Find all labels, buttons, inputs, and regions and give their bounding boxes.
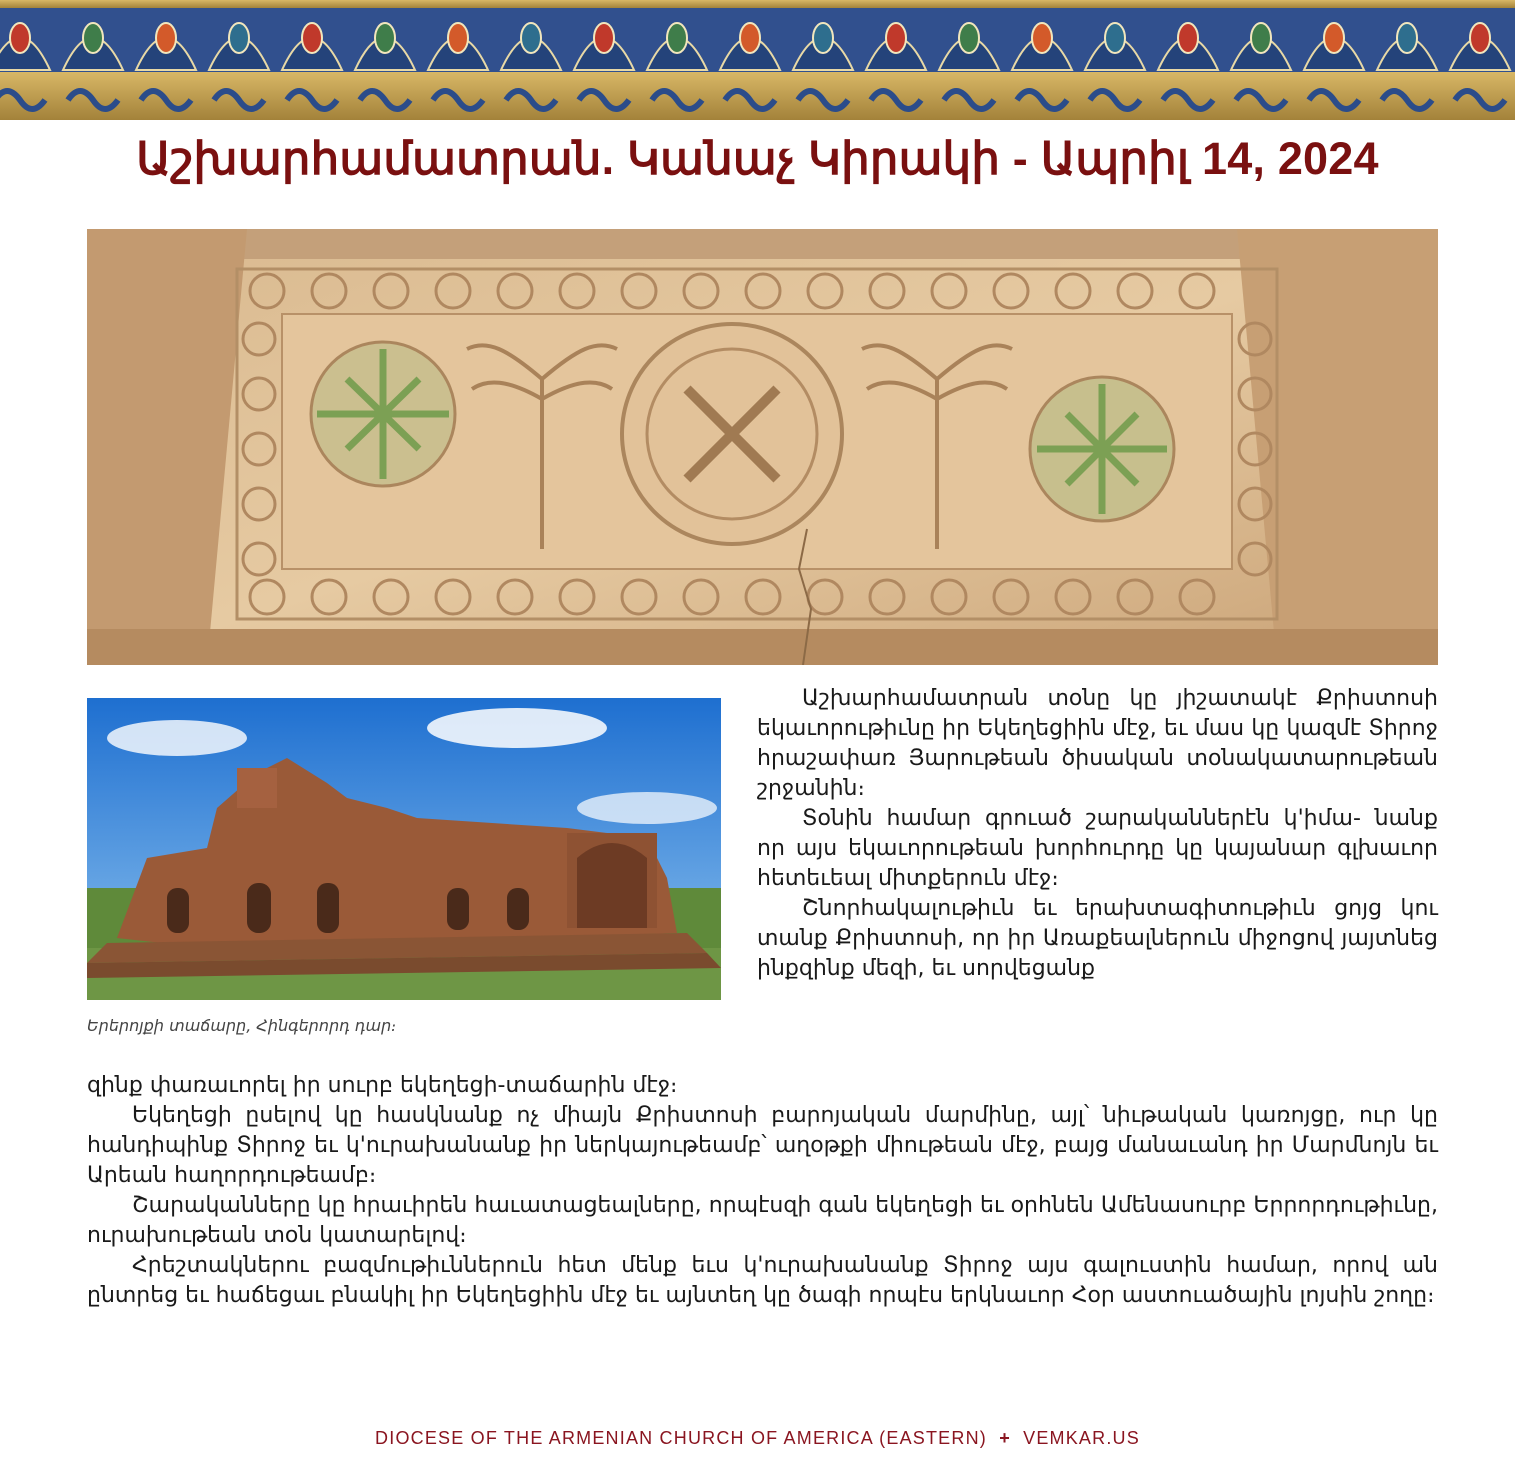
carved-stone-relief-image (87, 229, 1438, 665)
article-text-full (87, 1071, 1438, 1311)
footer-website-link[interactable]: VEMKAR.US (1023, 1428, 1140, 1448)
cathedral-image (87, 698, 721, 1000)
footer (0, 1428, 1515, 1449)
illuminated-ornament-border-icon (0, 0, 1515, 120)
paragraph: Տօնին համար գրուած շարականներէն կ'իմա- նանք որ այս եկաւորութեան խորհուրդը կը կայանար գլխաւոր հետեւեալ միտքերուն մէջ։ (757, 806, 1438, 891)
paragraph: Աշխարհամատրան տօնը կը յիշատակէ Քրիստոսի եկաւորութիւնը իր Եկեղեցիին մէջ, եւ մաս կը կազմէ Տիրոջ հրաշափառ Յարութեան ծիսական տօնակատարութեան շրջանին։ (757, 686, 1438, 801)
page-title: Աշխարհամատրան. Կանաչ Կիրակի - Ապրիլ 14, 2024 (136, 133, 1379, 184)
paragraph: Հրեշտակներու բազմութիւններուն հետ մենք եւս կ'ուրախանանք Տիրոջ այս գալուստին համար, որով ան ընտրեց եւ հաճեցաւ բնակիլ իր Եկեղեցիին մէջ եւ այնտեղ կը ծագի որպէս երկնաւոր Հօր աստուածային լոյսին շողը։ (87, 1253, 1438, 1308)
cross-separator-icon: + (999, 1428, 1011, 1448)
footer-diocese: DIOCESE OF THE ARMENIAN CHURCH OF AMERICA (EASTERN) (375, 1428, 987, 1448)
article-text-column (757, 684, 1438, 984)
carved-stone-relief-photo-icon (87, 229, 1438, 665)
paragraph: Շնորհակալութիւն եւ երախտագիտութիւն ցոյց կու տանք Քրիստոսի, որ իր Առաքեալներուն միջոցով յայտնեց ինքզինք մեզի, եւ սորվեցանք (757, 896, 1438, 981)
paragraph: Եկեղեցի ըսելով կը հասկնանք ոչ միայն Քրիստոսի բարոյական մարմինը, այլ՝ նիւթական կառոյցը, ուր կը հանդիպինք Տիրոջ եւ կ'ուրախանանք իր ներկայութեամբ՝ աղօթքի միութեան մէջ, բայց մանաւանդ իր Մարմնոյն եւ Արեան հաղորդութեամբ։ (87, 1103, 1438, 1188)
ornament-banner (0, 0, 1515, 120)
paragraph-continuation: զինք փառաւորել իր սուրբ եկեղեցի-տաճարին մէջ։ (87, 1073, 678, 1098)
ruined-stone-cathedral-photo-icon (87, 698, 721, 1000)
image-caption: Երերոյքի տաճարը, Հինգերորդ դար։ (87, 1016, 397, 1035)
paragraph: Շարականները կը հրաւիրեն հաւատացեալները, որպէսզի գան եկեղեցի եւ օրհնեն Ամենասուրբ Երրորդութիւնը, ուրախութեան տօն կատարելով։ (87, 1193, 1438, 1248)
